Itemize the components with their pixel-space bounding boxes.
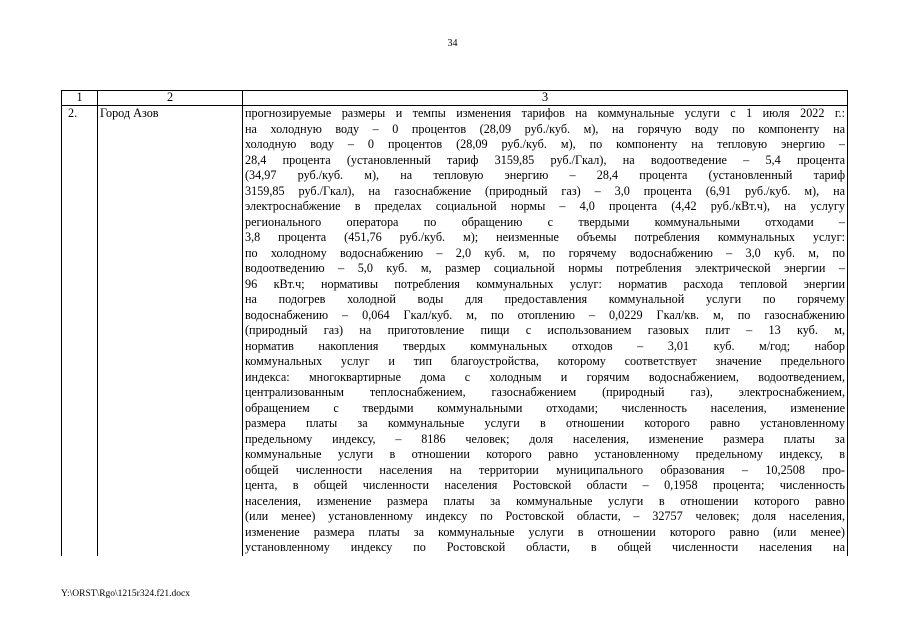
- text-line: (34,97 руб./куб. м), на тепловую энергию – 28,4 процента (установленный тариф: [245, 168, 845, 182]
- text-line: централизованным теплоснабжением, газоснабжением (природный газ), электроснабжением,: [245, 385, 845, 399]
- text-line: населения, изменение размера платы за коммунальные услуги в отношении которого равно: [245, 493, 845, 508]
- text-line: по холодному водоснабжению – 2,0 куб. м, по горячему водоснабжению – 3,0 куб. м, по: [245, 245, 845, 260]
- file-path-footer: Y:\ORST\Rgo\1215r324.f21.docx: [61, 589, 190, 599]
- text-line: на холодную воду – 0 процентов (28,09 руб./куб. м), на горячую воду по компоненту на: [245, 121, 845, 136]
- table-header-cell-1: 1: [62, 91, 98, 106]
- table-row: [62, 106, 848, 556]
- text-line: регионального оператора по обращению с твердыми коммунальными отходами –: [245, 214, 845, 229]
- municipality-name: Город Азов: [98, 106, 243, 556]
- text-line: электроснабжение в пределах социальной нормы – 4,0 процента (4,42 руб./кВт.ч), на услугу: [245, 199, 845, 213]
- text-line: холодную воду – 0 процентов (28,09 руб./куб. м), по компоненту на тепловую энергию –: [245, 137, 845, 151]
- text-line: прогнозируемые размеры и темпы изменения тарифов на коммунальные услуги с 1 июля 2022 г.:: [245, 106, 845, 120]
- text-line: изменение размера платы за коммунальные услуги в отношении которого равно (или менее): [245, 524, 845, 539]
- text-line: норматив накопления твердых коммунальных отходов – 3,01 куб. м/год; набор: [245, 338, 845, 353]
- text-line: (или менее) установленному индексу по Ростовской области, – 32757 человек; доля населения,: [245, 509, 845, 523]
- text-line: обращением с твердыми коммунальными отходами; численность населения, изменение: [245, 400, 845, 415]
- table-header-cell-2: 2: [98, 91, 243, 106]
- text-line: водоотведению – 5,0 куб. м, размер социальной нормы потребления электрической энергии –: [245, 261, 845, 275]
- text-line: коммунальных услуг и тип благоустройства, которому соответствует значение предельного: [245, 354, 845, 368]
- text-line: индекса: многоквартирные дома с холодным и горячим водоснабжением, водоотведением,: [245, 369, 845, 384]
- text-line: 28,4 процента (установленный тариф 3159,85 руб./Гкал), на водоотведение – 5,4 процента: [245, 152, 845, 167]
- table-header-row: [62, 91, 848, 106]
- text-line: предельному индексу, – 8186 человек; доля населения, изменение размера платы за: [245, 431, 845, 446]
- tariff-description: [243, 106, 848, 556]
- text-line: общей численности населения на территории муниципального образования – 10,2508 про-: [245, 462, 845, 477]
- text-line: 96 кВт.ч; нормативы потребления коммунальных услуг: норматив расхода тепловой энергии: [245, 276, 845, 291]
- text-line: на подогрев холодной воды для предоставления коммунальной услуги по горячему: [245, 292, 845, 306]
- text-line: размера платы за коммунальные услуги в отношении которого равно установленному: [245, 416, 845, 430]
- row-number: 2.: [62, 106, 98, 556]
- text-line: цента, в общей численности населения Ростовской области – 0,1958 процента; численность: [245, 478, 845, 492]
- text-line: 3159,85 руб./Гкал), на газоснабжение (природный газ) – 3,0 процента (6,91 руб./куб. м), на: [245, 183, 845, 198]
- text-line: коммунальные услуги в отношении которого равно установленному предельному индексу, в: [245, 447, 845, 461]
- text-line: 3,8 процента (451,76 руб./куб. м); неизменные объемы потребления коммунальных услуг:: [245, 230, 845, 244]
- text-line: (природный газ) на приготовление пищи с использованием газовых плит – 13 куб. м,: [245, 323, 845, 337]
- table-header-cell-3: 3: [243, 91, 848, 106]
- tariff-table: [61, 90, 848, 556]
- text-line: водоснабжению – 0,064 Гкал/куб. м, по отоплению – 0,0229 Гкал/кв. м, по газоснабжению: [245, 307, 845, 322]
- page-number: 34: [447, 38, 458, 49]
- text-line: установленному индексу по Ростовской области, в общей численности населения на: [245, 540, 845, 554]
